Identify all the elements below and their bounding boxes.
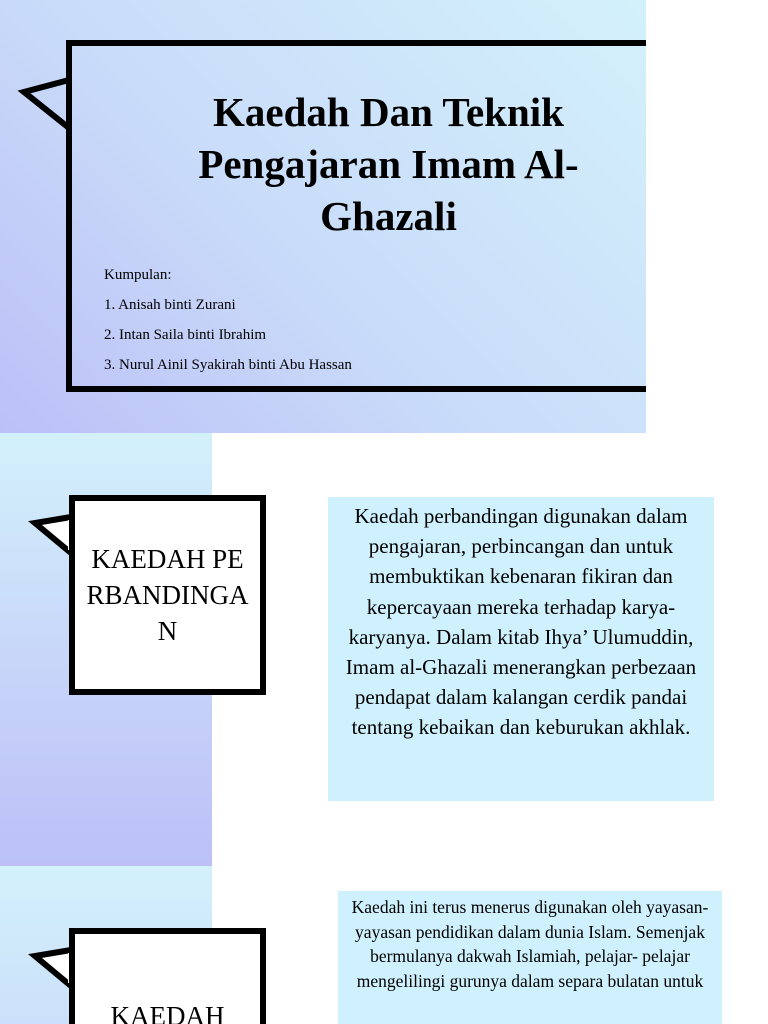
section-label: KAEDAH PERBANDINGAN <box>86 544 249 646</box>
member-item: 2. Intan Saila binti Ibrahim <box>104 327 267 343</box>
section-label: KAEDAH <box>110 1001 225 1024</box>
section-label-frame <box>69 928 266 1024</box>
title-speech-bubble <box>66 40 646 392</box>
group-members <box>104 260 646 380</box>
member-item: 3. Nurul Ainil Syakirah binti Abu Hassan <box>104 357 352 373</box>
title-frame <box>66 40 646 392</box>
group-label: Kumpulan: <box>104 267 172 283</box>
section-description: Kaedah perbandingan digunakan dalam pengajaran, perbincangan dan untuk membuktikan kebenaran fikiran dan kepercayaan mereka terhadap karya- karyanya. Dalam kitab Ihya’ Ulumuddin, Imam al-Ghazali menerangkan perbezaan pendapat dalam kalangan cerdik pandai tentang kebaikan dan keburukan akhlak. <box>328 497 714 801</box>
presentation-title: Kaedah Dan Teknik Pengajaran Imam Al-Ghazali <box>198 89 579 239</box>
section-description: Kaedah ini terus menerus digunakan oleh yayasan- yayasan pendidikan dalam dunia Islam. Semenjak bermulanya dakwah Islamiah, pelajar- pelajar mengelilingi gurunya dalam separa bulatan untuk <box>338 891 722 1024</box>
next-method-slide <box>0 866 768 1024</box>
section-label-frame <box>69 495 266 695</box>
comparison-method-slide <box>0 433 768 866</box>
title-slide <box>0 0 646 433</box>
member-item: 1. Anisah binti Zurani <box>104 297 236 313</box>
